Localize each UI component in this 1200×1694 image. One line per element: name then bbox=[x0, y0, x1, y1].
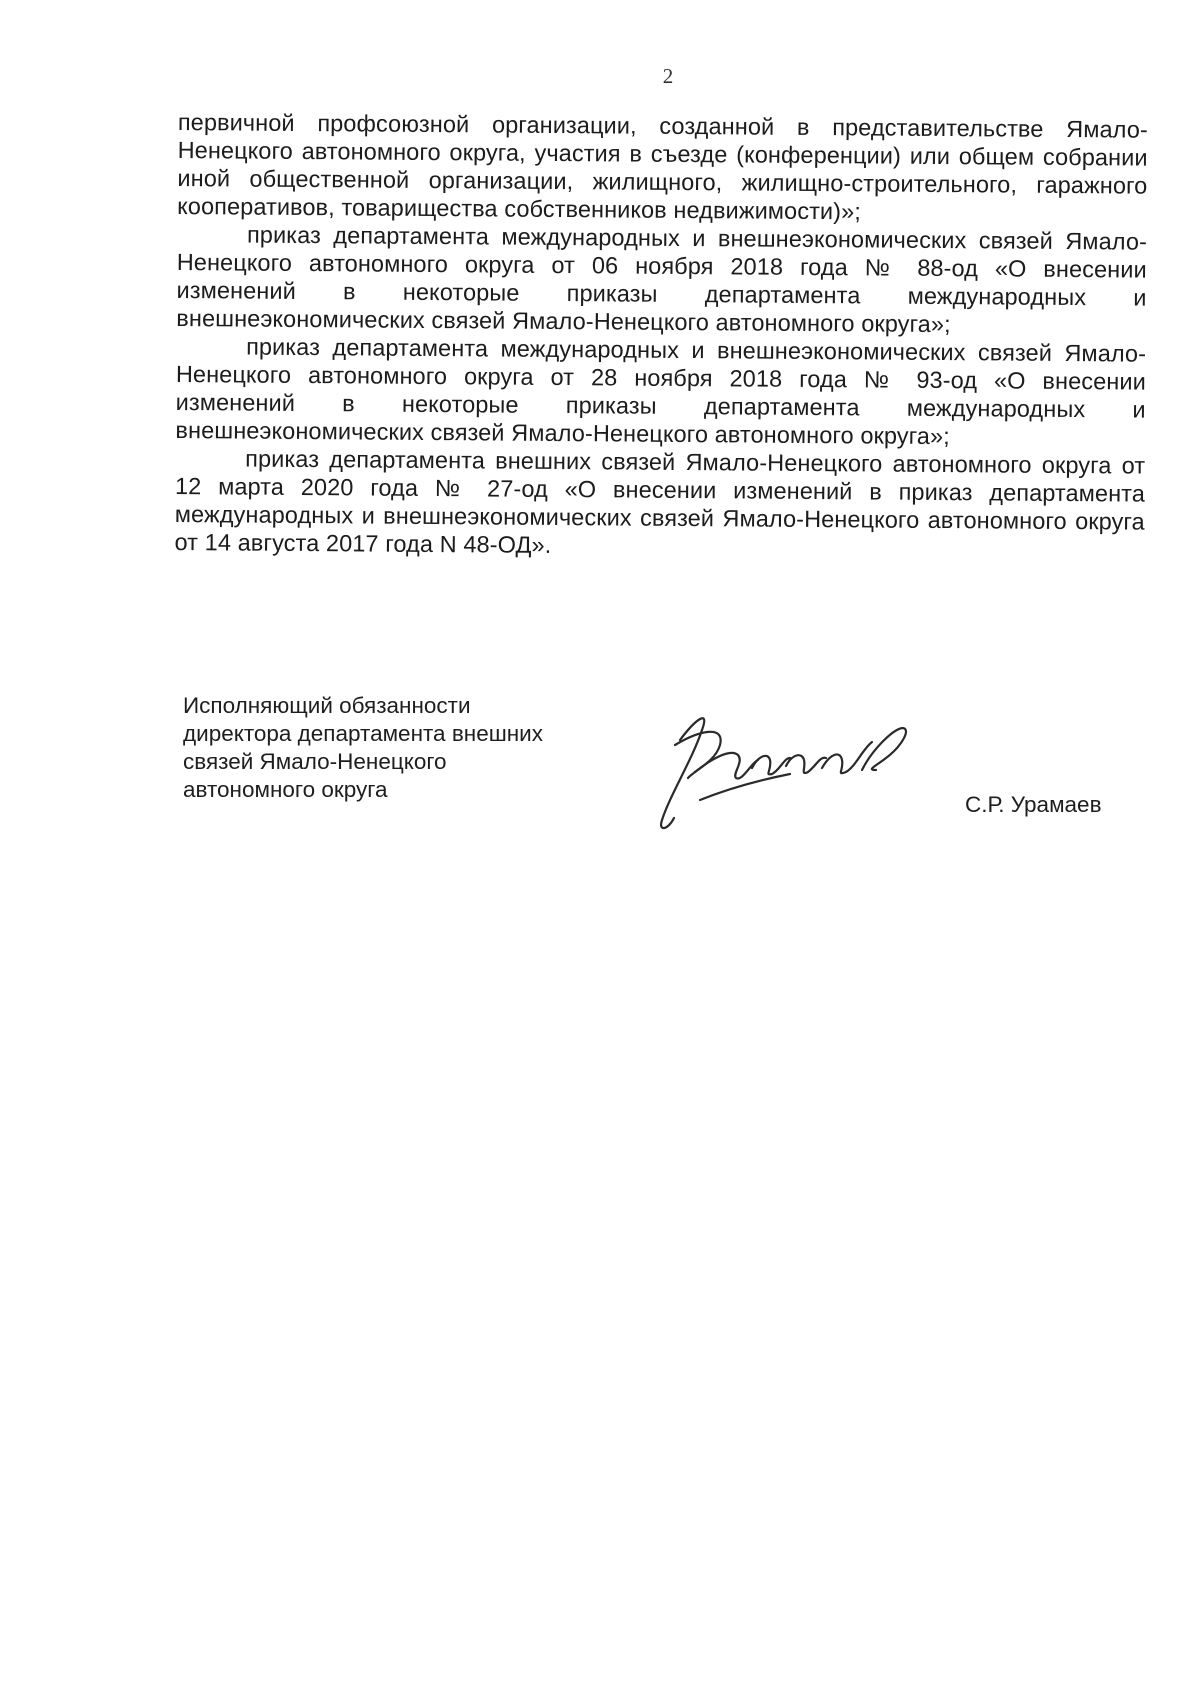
paragraph-order-93: приказ департамента международных и внешнеэкономических связей Ямало-Ненецкого автономного округа от 28 ноября 2018 года № 93-од «О внесении изменений в некоторые приказы департамента международных и внешнеэкономических связей Ямало-Ненецкого автономного округа»; bbox=[175, 333, 1147, 450]
paragraph-order-88: приказ департамента международных и внешнеэкономических связей Ямало-Ненецкого автономного округа от 06 ноября 2018 года № 88-од «О внесении изменений в некоторые приказы департамента международных и внешнеэкономических связей Ямало-Ненецкого автономного округа»; bbox=[176, 221, 1148, 338]
page-number-text: 2 bbox=[662, 64, 674, 88]
position-line: директора департамента внешних bbox=[183, 721, 543, 746]
signatory-position bbox=[183, 692, 583, 804]
signer-name: С.Р. Урамаев bbox=[965, 792, 1102, 817]
position-line: связей Ямало-Ненецкого bbox=[183, 749, 447, 774]
paragraph-order-27: приказ департамента внешних связей Ямало-Ненецкого автономного округа от 12 марта 2020 года № 27-од «О внесении изменений в приказ департамента международных и внешнеэкономических связей Ямало-Ненецкого автономного округа от 14 августа 2017 года N 48-ОД». bbox=[174, 445, 1146, 558]
handwritten-signature bbox=[640, 700, 940, 840]
paragraph-continuation: первичной профсоюзной организации, созданной в представительстве Ямало-Ненецкого автономного округа, участия в съезде (конференции) или общем собрании иной общественной организации, жилищного, жилищно-строительного, гаражного кооперативов, товарищества собственников недвижимости)»; bbox=[177, 108, 1148, 225]
page-number bbox=[0, 64, 1200, 89]
document-body bbox=[174, 108, 1147, 564]
position-line: автономного округа bbox=[183, 777, 388, 802]
position-line: Исполняющий обязанности bbox=[183, 693, 471, 718]
